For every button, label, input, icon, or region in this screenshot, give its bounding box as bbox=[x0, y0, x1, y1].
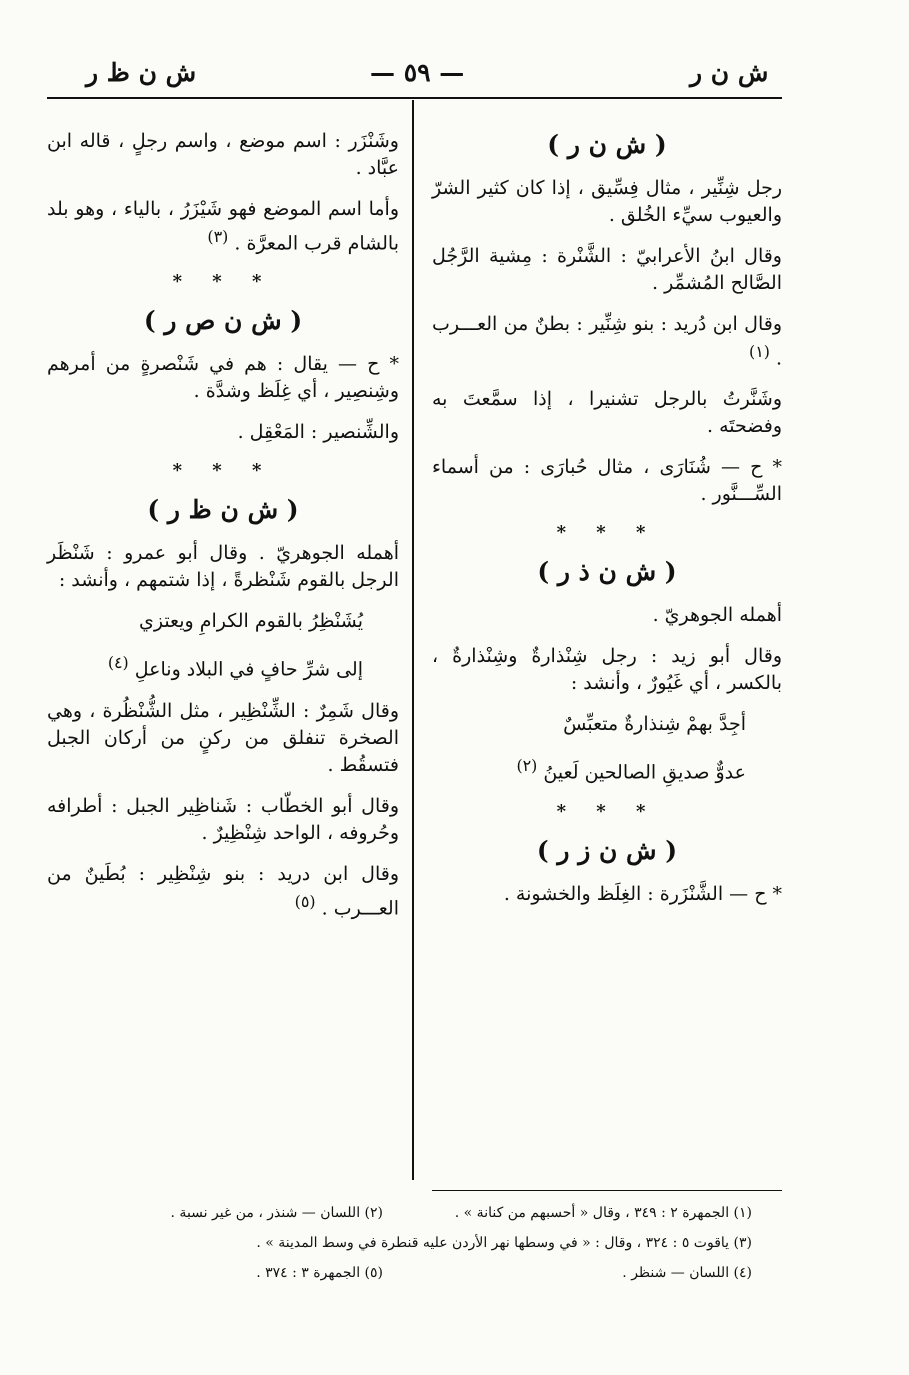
paragraph: وشَنْزَر : اسم موضع ، واسم رجلٍ ، قاله ابن عبَّاد . bbox=[47, 130, 399, 179]
footnote-3: (٣) ياقوت ٥ : ٣٢٤ ، وقال : « في وسطها نهر الأردن عليه قنطرة في وسط المدينة » . bbox=[256, 1235, 752, 1251]
paragraph: وقال ابنُ الأعرابيّ : الشَّنْرة : مِشية الرَّجُل الصَّالح المُشمِّر . bbox=[432, 245, 782, 294]
footnote-ref: (٤) bbox=[107, 653, 129, 673]
section-separator: * * * bbox=[172, 460, 274, 482]
footnote-1: (١) الجمهرة ٢ : ٣٤٩ ، وقال « أحسبهم من كنانة » . bbox=[454, 1205, 752, 1221]
page-header-right: ش ن ر bbox=[690, 58, 769, 87]
section-separator: * * * bbox=[172, 271, 274, 293]
verse-text: عدوٌّ صديقِ الصالحين لَعينُ bbox=[543, 761, 746, 784]
page-number: — ٥٩ — bbox=[370, 58, 465, 87]
entry-heading: ( ش ن ذ ر ) bbox=[537, 557, 677, 587]
footnote-ref: (٥) bbox=[294, 891, 316, 911]
paragraph: * ح — يقال : هم في شَنْصرةٍ من أمرهم وشِنصِير ، أي غِلَظ وشدَّة . bbox=[47, 353, 399, 403]
paragraph-text: وقال ابن دريد : بنو شِنْظِير : بُطَينٌ من العـــرب . bbox=[47, 862, 399, 919]
paragraph: وقال أبو زيد : رجل شِنْذارةٌ وشِنْذارةٌ ، بالكسر ، أي غَيُورٌ ، وأنشد : bbox=[432, 645, 782, 695]
paragraph bbox=[432, 311, 782, 372]
paragraph: والشِّنصير : المَعْقِل . bbox=[237, 421, 399, 444]
section-separator: * * * bbox=[556, 522, 658, 544]
paragraph: وقال أبو الخطّاب : شَناظِير الجبل : أطرافه وحُروفه ، الواحد شِنْظِيرٌ . bbox=[47, 794, 399, 844]
right-column bbox=[432, 128, 782, 922]
verse-line: يُشَنْظِرُ بالقوم الكرامِ ويعتزي bbox=[138, 610, 363, 633]
verse-line bbox=[432, 752, 782, 786]
header-rule bbox=[47, 97, 782, 99]
left-column bbox=[47, 128, 399, 936]
verse-line bbox=[47, 649, 399, 683]
paragraph bbox=[47, 196, 399, 257]
footnote-ref: (٣) bbox=[207, 227, 229, 246]
paragraph: * ح — شُنَارَى ، مثال حُبارَى : من أسماء السِّـــنَّور . bbox=[432, 456, 782, 506]
paragraph: أهمله الجوهريّ . bbox=[652, 604, 782, 627]
entry-heading: ( ش ن ر ) bbox=[547, 130, 667, 159]
paragraph-text: وقال ابن دُريد : بنو شِنِّير : بطنٌ من العـــرب . bbox=[432, 313, 782, 370]
footnote-2: (٢) اللسان — شنذر ، من غير نسبة . bbox=[170, 1205, 383, 1221]
entry-heading: ( ش ن ز ر ) bbox=[536, 835, 678, 865]
footnote-rule bbox=[432, 1190, 782, 1191]
page-header-left: ش ن ظ ر bbox=[86, 58, 197, 87]
paragraph: رجل شِنِّير ، مثال فِسِّيق ، إذا كان كثير الشرّ والعيوب سيِّء الخُلق . bbox=[432, 177, 782, 226]
paragraph: وقال شَمِرٌ : الشِّنْظِير ، مثل الشُّنْظُرة ، وهي الصخرة تنفلق من ركنٍ من أركان الجبل فتسقُط . bbox=[47, 699, 399, 776]
paragraph: أهمله الجوهريّ . وقال أبو عمرو : شَنْظَر الرجل بالقوم شَنْظرةً ، إذا شتمهم ، وأنشد : bbox=[47, 542, 399, 592]
footnote-5: (٥) الجمهرة ٣ : ٣٧٤ . bbox=[256, 1265, 383, 1281]
section-separator: * * * bbox=[556, 800, 658, 822]
verse-line: أجِدَّ بهمْ شِنذارةٌ متعبِّسٌ bbox=[563, 713, 746, 736]
footnote-4: (٤) اللسان — شنظر . bbox=[622, 1265, 752, 1281]
footnote-ref: (١) bbox=[749, 342, 770, 361]
paragraph: وشَنَّرتُ بالرجل تشنيرا ، إذا سمَّعتَ به وفضحتَه . bbox=[432, 388, 782, 438]
entry-heading: ( ش ن ص ر ) bbox=[143, 306, 303, 336]
paragraph-text: وأما اسم الموضع فهو شَيْزَرُ ، بالياء ، وهو بلد بالشام قرب المعرَّة . bbox=[47, 198, 399, 255]
entry-heading: ( ش ن ظ ر ) bbox=[147, 495, 299, 525]
footnote-ref: (٢) bbox=[516, 756, 538, 776]
column-divider bbox=[412, 100, 414, 1180]
paragraph: * ح — الشَّنْزَرة : الغِلَظ والخشونة . bbox=[503, 882, 782, 905]
paragraph bbox=[47, 861, 399, 922]
verse-text: إلى شرِّ حافٍ في البلاد وناعلِ bbox=[134, 658, 363, 681]
